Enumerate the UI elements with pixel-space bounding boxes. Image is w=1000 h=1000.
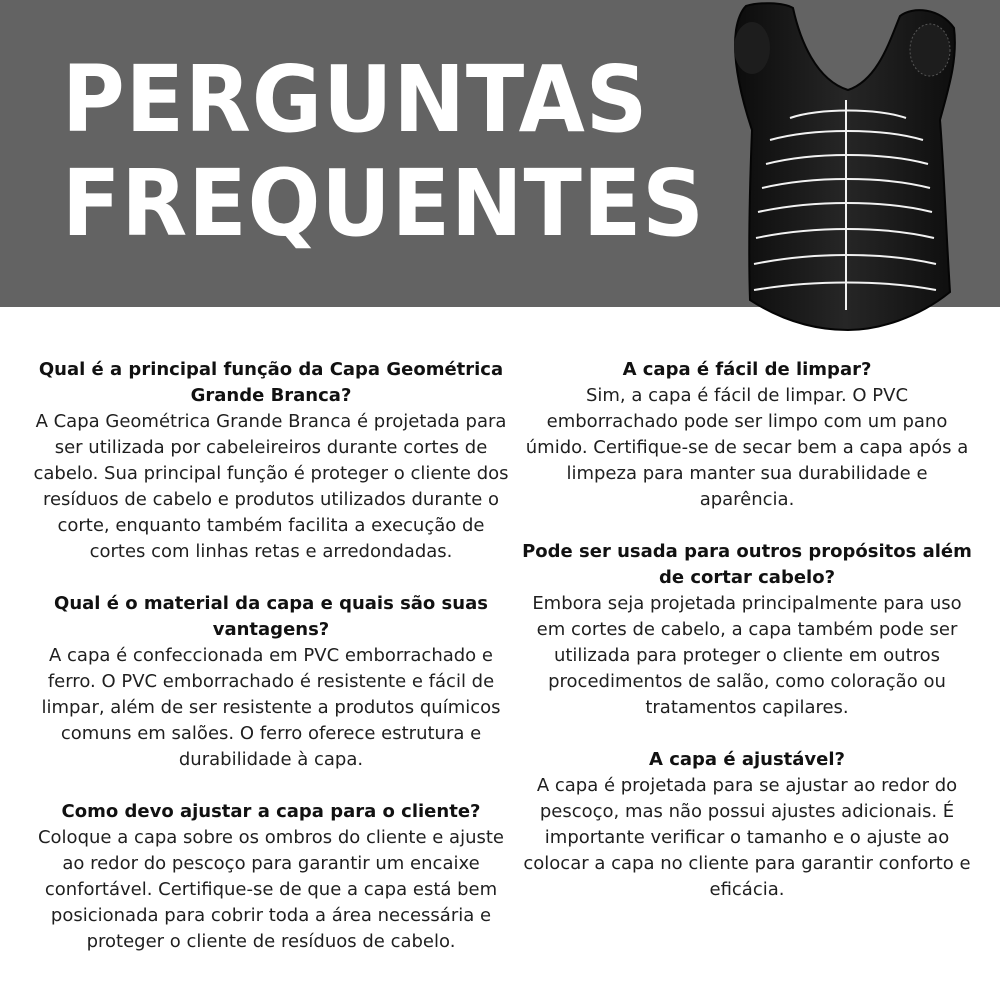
faq-item — [522, 539, 972, 721]
page-title-line-1: PERGUNTAS — [62, 46, 649, 153]
faq-question: A capa é fácil de limpar? — [622, 359, 872, 380]
faq-answer: A capa é confeccionada em PVC emborrachado e ferro. O PVC emborrachado é resistente e fácil de limpar, além de ser resistente a produtos químicos comuns em salões. O ferro oferece estrutura e durabilidade à capa. — [41, 645, 501, 770]
faq-item — [30, 357, 512, 565]
faq-answer: A capa é projetada para se ajustar ao redor do pescoço, mas não possui ajustes adicionais. É importante verificar o tamanho e o ajuste ao colocar a capa no cliente para garantir conforto e eficácia. — [523, 775, 971, 900]
cape-shoulder-left — [734, 22, 770, 74]
faq-answer: Coloque a capa sobre os ombros do cliente e ajuste ao redor do pescoço para garantir um encaixe confortável. Certifique-se de que a capa está bem posicionada para cobrir toda a área necessária e proteger o cliente de resíduos de cabelo. — [37, 827, 505, 952]
faq-answer: A Capa Geométrica Grande Branca é projetada para ser utilizada por cabeleireiros durante cortes de cabelo. Sua principal função é proteger o cliente dos resíduos de cabelo e produtos utilizados durante o corte, enquanto também facilita a execução de cortes com linhas retas e arredondadas. — [33, 411, 509, 562]
faq-question: A capa é ajustável? — [649, 749, 845, 770]
page-title-line-2: FREQUENTES — [62, 150, 705, 257]
barber-cape-image — [718, 0, 976, 332]
faq-question: Pode ser usada para outros propósitos além de cortar cabelo? — [522, 541, 972, 588]
faq-question: Qual é o material da capa e quais são suas vantagens? — [54, 593, 488, 640]
faq-question: Qual é a principal função da Capa Geométrica Grande Branca? — [38, 359, 504, 406]
faq-question: Como devo ajustar a capa para o cliente? — [61, 801, 481, 822]
faq-item — [522, 357, 972, 513]
cape-shoulder-right — [910, 24, 950, 76]
faq-answer: Sim, a capa é fácil de limpar. O PVC emborrachado pode ser limpo com um pano úmido. Certifique-se de secar bem a capa após a limpeza para manter sua durabilidade e aparência. — [525, 385, 969, 510]
faq-item — [522, 747, 972, 903]
faq-answer: Embora seja projetada principalmente para uso em cortes de cabelo, a capa também pode ser utilizada para proteger o cliente em outros procedimentos de salão, como coloração ou tratamentos capilares. — [532, 593, 962, 718]
faq-item — [30, 591, 512, 773]
page-title — [62, 46, 705, 257]
faq-column-left — [30, 357, 512, 981]
faq-column-right — [522, 357, 972, 929]
faq-item — [30, 799, 512, 955]
